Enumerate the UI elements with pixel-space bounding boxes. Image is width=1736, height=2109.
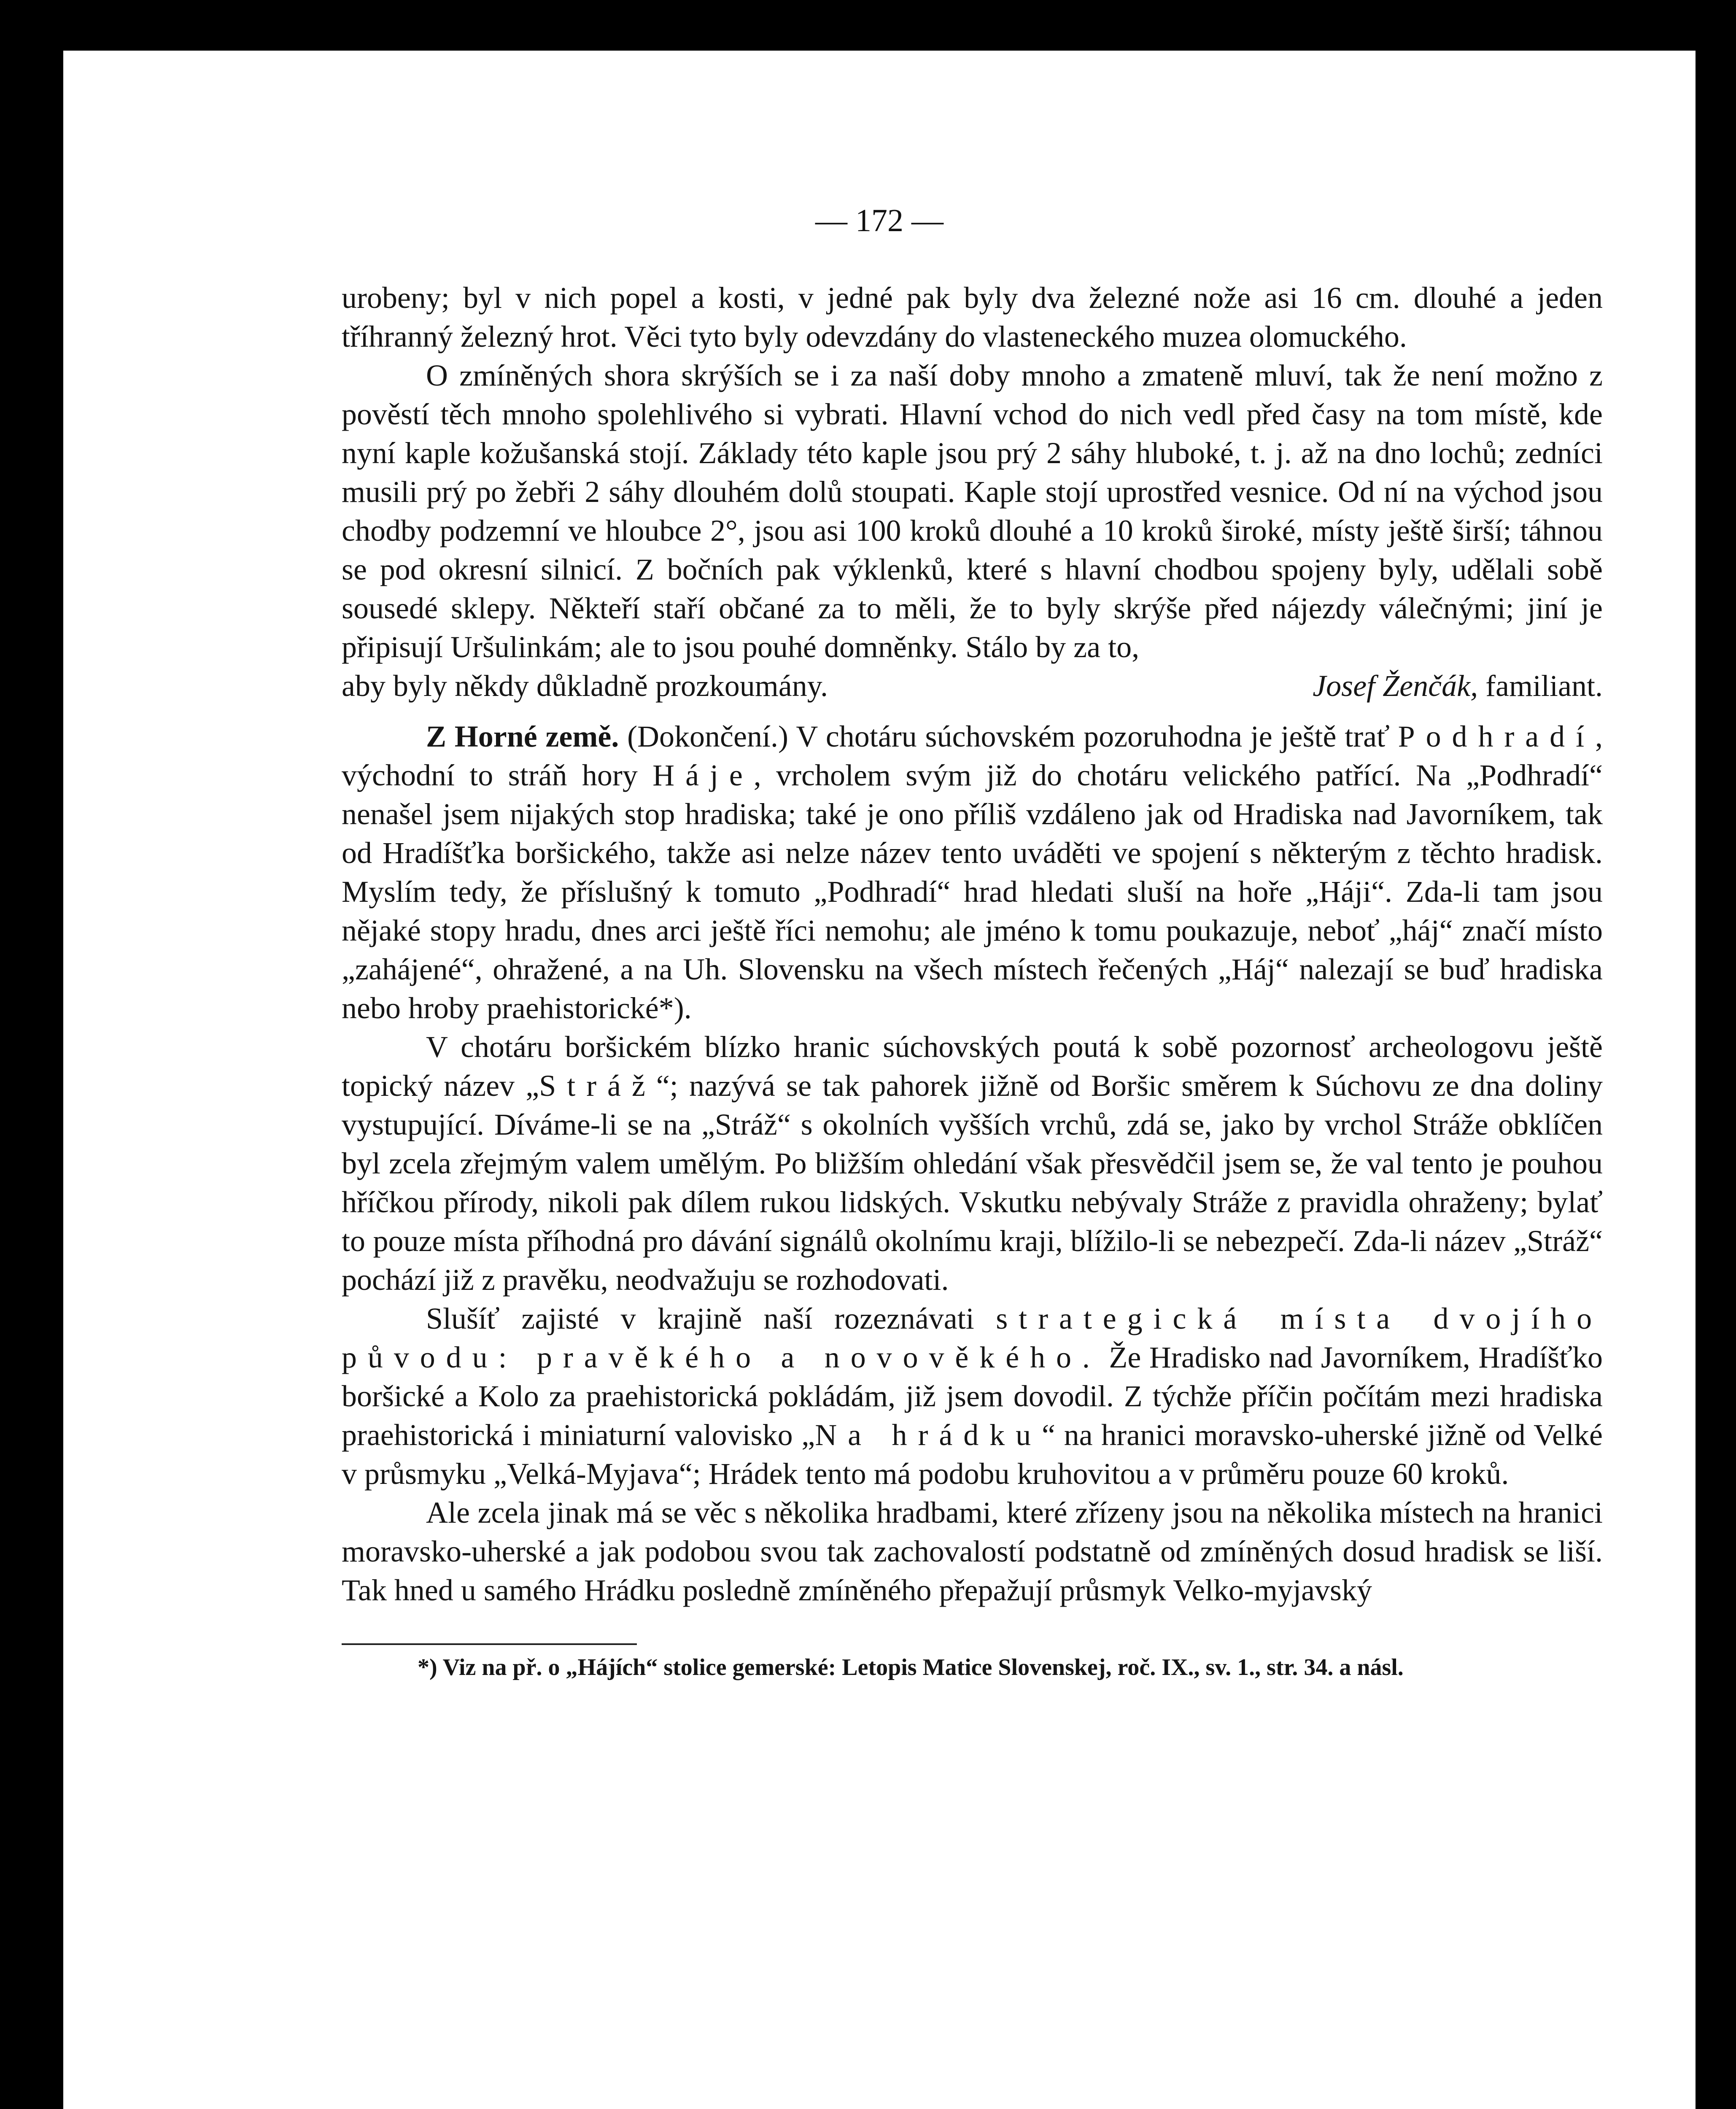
document-page (63, 51, 1696, 2109)
paragraph-3-text-b: , východní to stráň hory (342, 720, 1603, 792)
footnote-divider (342, 1643, 637, 1645)
paragraph-5-text-c: “ na hranici moravsko-uherské jižně od Velké v průsmyku „Velká-Myjava“; Hrádek tento má podobu kruhovitou a v průměru pouze 60 kroků. (342, 1418, 1603, 1491)
section-heading: Z Horné země. (426, 720, 619, 753)
paragraph-4 (342, 1028, 1603, 1299)
signature-line (342, 666, 1603, 705)
author-signature (1313, 666, 1603, 705)
footnote: *) Viz na př. o „Hájích“ stolice gemerské: Letopis Matice Slovenskej, roč. IX., sv. 1., str. 34. a násl. (418, 1654, 1404, 1680)
author-name: Josef Ženčák, (1313, 669, 1478, 703)
paragraph-6: Ale zcela jinak má se věc s několika hradbami, které zřízeny jsou na několika místech na hranici moravsko-uherské a jak podobou svou tak zachovalostí podstatně od zmíněných dosud hradisk se liší. Tak hned u samého Hrádku posledně zmíněného přepažují průsmyk Velko-myjavský (342, 1496, 1603, 1607)
term-haje: Háje (652, 758, 754, 792)
author-title: familiant. (1478, 669, 1603, 703)
paragraph-4-text-b: “; nazývá se tak pahorek jižně od Boršic směrem k Súchovu ze dna doliny vystupující. Díváme-li se na „Stráž“ s okolních vyšších vrchů, zdá se, jako by vrchol Stráže obklíčen byl zcela zřejmým valem umělým. Po bližším ohledání však přesvědčil jsem se, že val tento je pouhou hříčkou přírody, nikoli pak dílem rukou lidských. Vskutku nebývaly Stráže z pravidla ohraženy; bylať to pouze místa příhodná pro dávání signálů okolnímu kraji, blížilo-li se nebezpečí. Zda-li název „Stráž“ pochází již z pravěku, neodvažuju se rozhodovati. (342, 1069, 1603, 1297)
paragraph-5-text-a: Slušíť zajisté v krajině naší rozeznávati (426, 1302, 996, 1335)
paragraph-2: O zmíněných shora skrýších se i za naší doby mnoho a zmateně mluví, tak že není možno z pověstí těch mnoho spolehlivého si vybrati. Hlavní vchod do nich vedl před časy na tom místě, kde nyní kaple kožušanská stojí. Základy této kaple jsou prý 2 sáhy hluboké, t. j. až na dno lochů; zedníci musili prý po žebři 2 sáhy dlouhém dolů stoupati. Kaple stojí uprostřed vesnice. Od ní na východ jsou chodby podzemní ve hloubce 2°, jsou asi 100 kroků dlouhé a 10 kroků široké, místy ještě širší; táhnou se pod okresní silnicí. Z bočních pak výklenků, které s hlavní chodbou spojeny byly, udělali sobě sousedé sklepy. Někteří staří občané za to měli, že to byly skrýše před nájezdy válečnými; jiní je připisují Uršulinkám; ale to jsou pouhé domněnky. Stálo by za to, (342, 359, 1603, 664)
paragraph-5 (342, 1299, 1603, 1493)
page-number: — 172 — (815, 203, 943, 238)
paragraph-3-text-c: , vrcholem svým již do chotáru velického patřící. Na „Podhradí“ nenašel jsem nijakých stop hradiska; také je ono příliš vzdáleno jak od Hradiska nad Javorníkem, tak od Hradíšťka boršického, takže asi nelze název tento uváděti ve spojení s některým z těchto hradisk. Myslím tedy, že příslušný k tomuto „Podhradí“ hrad hledati sluší na hoře „Háji“. Zda-li tam jsou nějaké stopy hradu, dnes arci ještě říci nemohu; ale jméno k tomu poukazuje, neboť „háj“ značí místo „zahájené“, ohražené, a na Uh. Slovensku na všech místech řečených „Háj“ nalezají se buď hradiska nebo hroby praehistorické*). (342, 758, 1603, 1025)
paragraph-3 (342, 717, 1603, 1028)
main-text (342, 278, 1603, 1684)
paragraph-2-ending: aby byly někdy důkladně prozkoumány. (342, 669, 828, 703)
paragraph-4-text-a: V chotáru boršickém blízko hranic súchovských poutá k sobě pozornosť archeologovu ještě topický název „ (342, 1030, 1603, 1103)
paragraph-5-text-b: Že Hradisko nad Javorníkem, Hradíšťko boršické a Kolo za praehistorická pokládám, již jsem dovodil. Z týchže příčin počítám mezi hradiska praehistorická i miniaturní valovisko „ (342, 1340, 1603, 1452)
paragraph-1: urobeny; byl v nich popel a kosti, v jedné pak byly dva železné nože asi 16 cm. dlouhé a jeden tříhranný železný hrot. Věci tyto byly odevzdány do vlasteneckého muzea olomuckého. (342, 281, 1603, 353)
term-na-hradku: Na hrádku (815, 1418, 1042, 1452)
paragraph-3-text-a: (Dokončení.) V chotáru súchovském pozoruhodna je ještě trať (619, 720, 1398, 753)
term-straz: Stráž (539, 1069, 656, 1103)
term-podhradi: Podhradí (1398, 720, 1595, 753)
term-strategicka-mista: strategická místa dvojího původu: pravěkého a novověkého. (342, 1302, 1603, 1374)
